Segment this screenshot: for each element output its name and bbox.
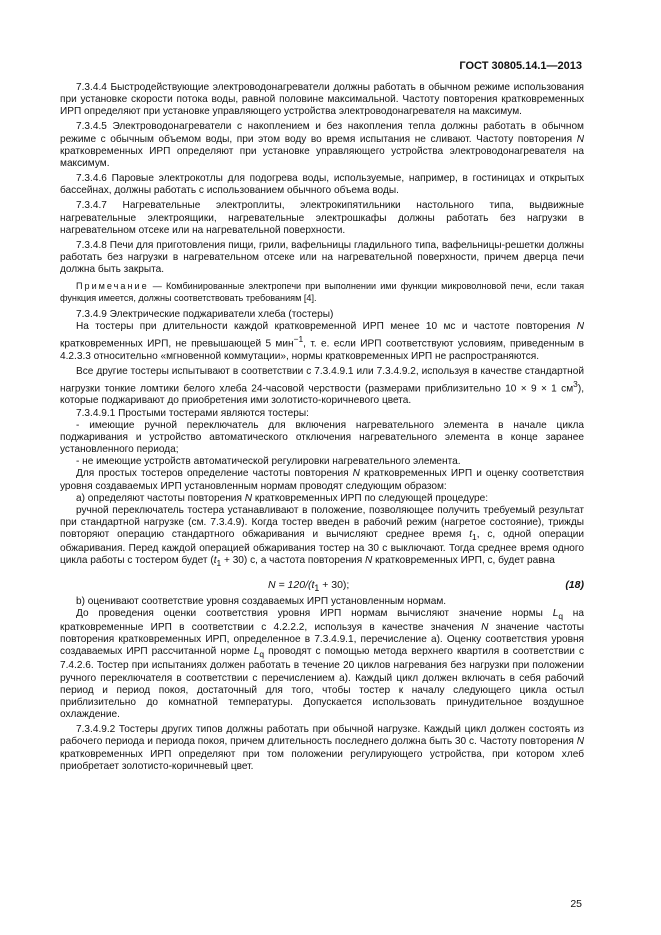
formula-18 <box>60 574 584 596</box>
page-number: 25 <box>570 898 582 910</box>
paragraph-7-3-4-4: 7.3.4.4 Быстродействующие электроводонагреватели должны работать в обычном режиме использования при установке скорости потока воды, равной половине максимальной. Частоту повторения кратковременных ИРП определяют при установке управляющего устройства электроводонагревателя на максимум. <box>60 82 584 118</box>
list-item-manual-switch: - имеющие ручной переключатель для включения нагревательного элемента в начале цикла поджаривания и устройство автоматического отключения нагревательного элемента в конце заранее установленного периода; <box>60 419 584 456</box>
paragraph-7-3-4-7: 7.3.4.7 Нагревательные электроплиты, электрокипятильники настольного типа, выдвижные нагревательные электроящики, нагревательные электрошкафы должны работать без нагрузки в нагревательном отсеке или на нагревательной поверхности. <box>60 200 584 236</box>
list-item-a: а) определяют частоты повторения N кратковременных ИРП по следующей процедуре: <box>76 492 489 504</box>
note: Примечание — Комбинированные электропечи при выполнении ими функции микроволновой печи, если такая функция имеется, должны соответствовать требованиям [4]. <box>60 281 584 303</box>
paragraph-simple-toasters: Для простых тостеров определение частоты повторения N кратковременных ИРП и оценку соответствия уровня создаваемых ИРП установленным нормам проводят следующим образом: <box>60 468 584 492</box>
document-body <box>60 82 584 773</box>
paragraph-7-3-4-9: 7.3.4.9 Электрические поджариватели хлеба (тостеры) <box>76 308 334 320</box>
paragraph-procedure: ручной переключатель тостера устанавливают в положение, позволяющее получить требуемый результат при стандартной нагрузке (см. 7.3.4.9). Когда тостер введен в рабочий режим (нагретое состояние), трижды повторяют операцию стандартного обжаривания и вычисляют среднее время $t_1$, с, одной операции обжаривания. Перед каждой операцией обжаривания тостер на 30 с выключают. Тогда среднее время одного цикла работы с тостером будет $(t_1 + 30)$ с, а частота повторения N кратковременных ИРП, с, будет равна <box>60 504 585 569</box>
paragraph-other-toasters: Все другие тостеры испытывают в соответствии с 7.3.4.9.1 или 7.3.4.9.2, используя в качестве стандартной нагрузки тонкие ломтики белого хлеба 24-часовой черствости (размерами приблизительно 10 × 9 × 1 $см^3$), которые поджаривают до приобретения ими золотисто-коричневого цвета. <box>60 365 584 407</box>
paragraph-toasters-intro: На тостеры при длительности каждой кратковременной ИРП менее 10 мс и частоте повторения N кратковременных ИРП, не превышающей 5 мин$^{-1}$, т. е. если ИРП соответствуют условиям, приведенным в 4.2.3.3 относительно «мгновенной коммутации», нормы кратковременных ИРП не распространяются. <box>60 320 584 362</box>
paragraph-7-3-4-6: 7.3.4.6 Паровые электрокотлы для подогрева воды, используемые, например, в гостиницах и открытых бассейнах, должны работать с использованием обычного объема воды. <box>60 173 584 197</box>
paragraph-7-3-4-5: 7.3.4.5 Электроводонагреватели с накоплением и без накопления тепла должны работать в обычном режиме с обычным объемом воды, при этом воду во время испытания не сливают. Частоту повторения N кратковременных ИРП определяют при установке управляющего устройства электроводонагревателя на максимум. <box>60 121 584 169</box>
list-item-b: b) оценивают соответствие уровня создаваемых ИРП установленным нормам. <box>76 595 447 607</box>
note-label: Примечание <box>76 281 149 292</box>
paragraph-7-3-4-9-2: 7.3.4.9.2 Тостеры других типов должны работать при обычной нагрузке. Каждый цикл должен состоять из рабочего периода и периода покоя, причем длительность последнего должна быть 30 с. Частоту повторения N кратковременных ИРП определяют при том положении регулирующего устройства, при котором хлеб приобретает золотисто-коричневый цвет. <box>60 724 584 772</box>
paragraph-7-3-4-8: 7.3.4.8 Печи для приготовления пищи, грили, вафельницы гладильного типа, вафельницы-решетки должны работать без нагрузки в нагревательном отсеке или на нагревательной поверхности, причем дверца печи должна быть закрыта. <box>60 239 584 276</box>
paragraph-assessment: До проведения оценки соответствия уровня ИРП нормам вычисляют значение нормы $L_q$ на кратковременные ИРП в соответствии с 4.2.2.2, используя в качестве значения N значение частоты повторения кратковременных ИРП, определенное в 7.3.4.9.1, перечисление а). Оценку соответствия уровня создаваемых ИРП рассчитанной норме $L_q$ проводят с помощью метода верхнего квартиля в соответствии с 7.4.2.6. Тостер при испытаниях должен работать в течение 20 циклов нагревания без нагрузки при положении ручного переключателя в соответствии с перечислением а). Каждый цикл должен включать в себя рабочий период и период покоя, достаточный для того, чтобы тостер к началу следующего цикла остыл приблизительно до комнатной температуры. Допускается использовать принудительное воздушное охлаждение. <box>60 607 584 721</box>
document-header-code: ГОСТ 30805.14.1—2013 <box>459 60 582 72</box>
list-item-no-auto-regulation: - не имеющие устройств автоматической регулировки нагревательного элемента. <box>76 456 461 468</box>
formula-number: (18) <box>565 578 584 591</box>
formula-expression: $N = 120/(t_1 + 30)$; <box>268 578 350 593</box>
paragraph-7-3-4-9-1: 7.3.4.9.1 Простыми тостерами являются тостеры: <box>76 407 309 419</box>
